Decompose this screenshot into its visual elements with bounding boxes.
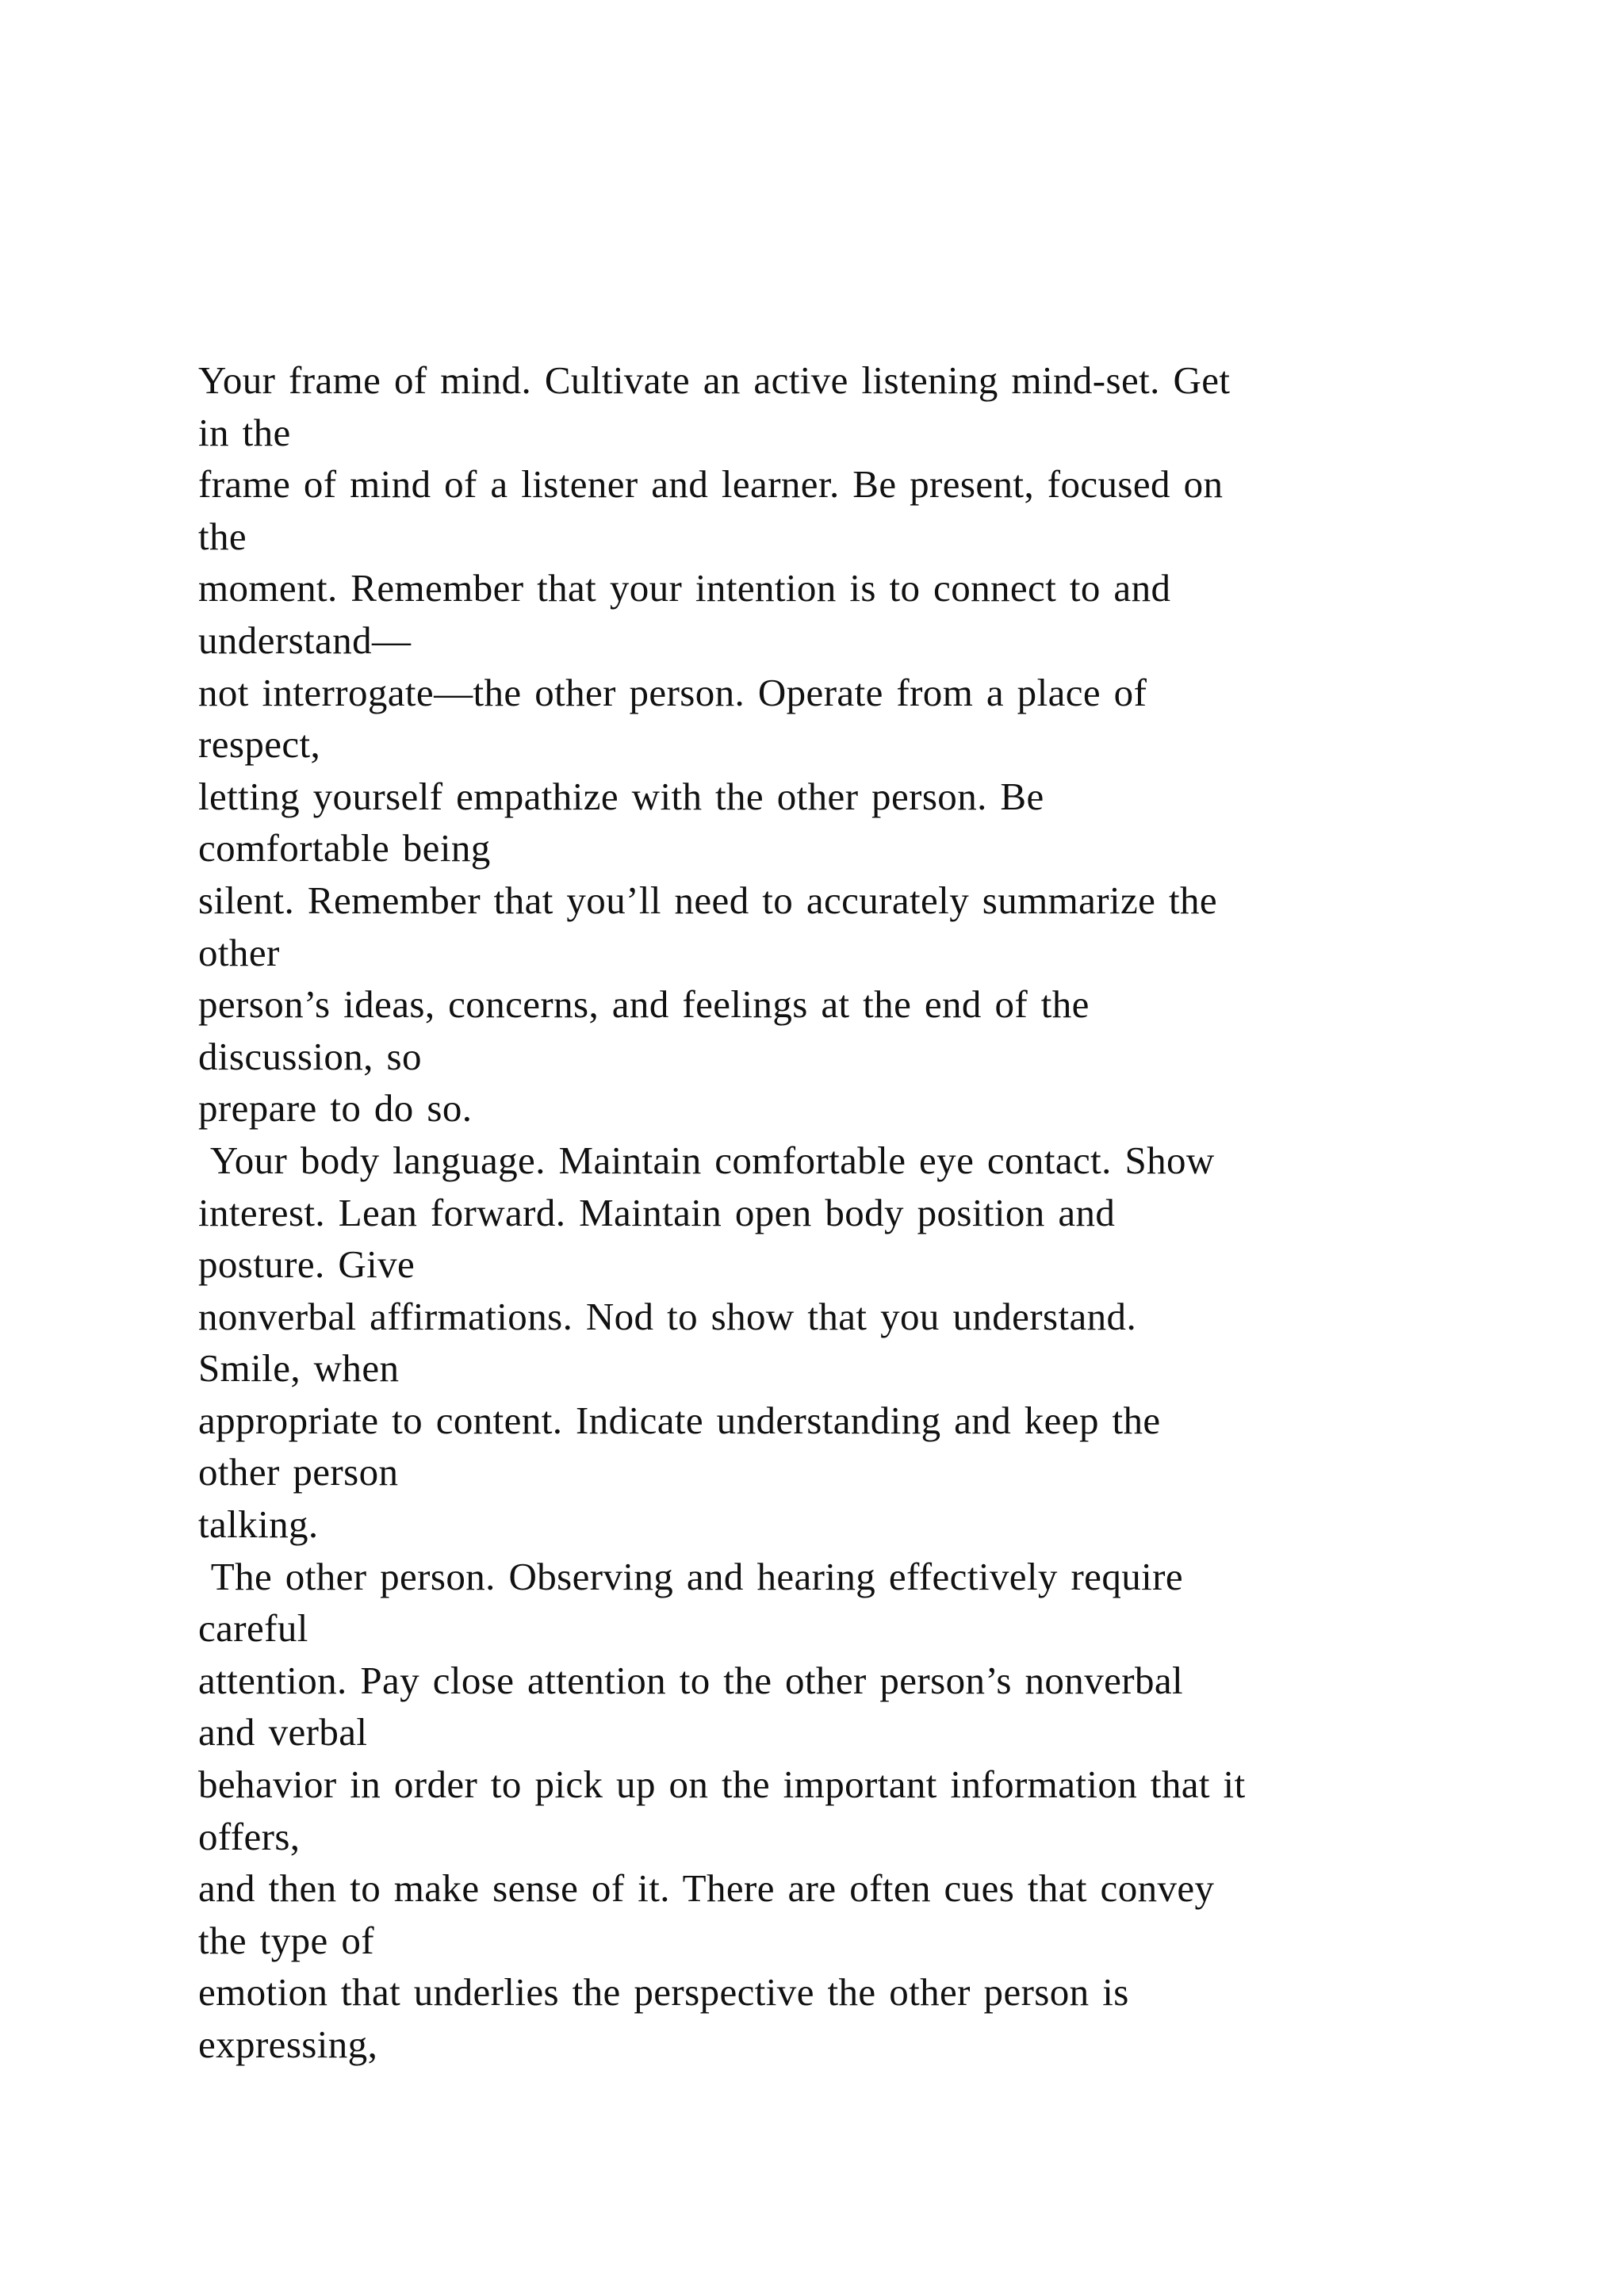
- text-line: person’s ideas, concerns, and feelings at the end of the: [198, 982, 1090, 1027]
- text-line: frame of mind of a listener and learner. Be present, focused on: [198, 462, 1224, 507]
- text-line: silent. Remember that you’ll need to accurately summarize the: [198, 878, 1218, 922]
- text-line: other person: [198, 1450, 399, 1494]
- text-line: the: [198, 514, 247, 558]
- text-line: careful: [198, 1606, 308, 1651]
- text-line: and verbal: [198, 1710, 368, 1755]
- text-line: Smile, when: [198, 1346, 400, 1391]
- text-line: The other person. Observing and hearing effectively require: [198, 1554, 1184, 1598]
- text-line: and then to make sense of it. There are often cues that convey: [198, 1866, 1215, 1911]
- text-line: not interrogate—the other person. Operate from a place of: [198, 670, 1147, 714]
- text-line: Your body language. Maintain comfortable eye contact. Show: [198, 1138, 1215, 1182]
- text-line: prepare to do so.: [198, 1086, 473, 1131]
- text-line: letting yourself empathize with the other person. Be: [198, 774, 1044, 818]
- text-line: discussion, so: [198, 1034, 422, 1078]
- text-line: the type of: [198, 1918, 374, 1962]
- text-line: nonverbal affirmations. Nod to show that you understand.: [198, 1294, 1137, 1338]
- text-line: comfortable being: [198, 826, 491, 871]
- text-line: Your frame of mind. Cultivate an active listening mind-set. Get: [198, 358, 1231, 402]
- text-line: emotion that underlies the perspective the other person is: [198, 1970, 1129, 2015]
- text-line: appropriate to content. Indicate understanding and keep the: [198, 1398, 1161, 1442]
- text-line: talking.: [198, 1502, 319, 1547]
- text-line: offers,: [198, 1814, 301, 1858]
- text-line: understand—: [198, 618, 412, 662]
- text-line: other: [198, 930, 280, 974]
- text-line: respect,: [198, 722, 321, 767]
- text-line: behavior in order to pick up on the important information that it: [198, 1762, 1246, 1807]
- text-line: posture. Give: [198, 1242, 416, 1287]
- body-text: [198, 354, 1507, 2071]
- text-line: moment. Remember that your intention is to connect to and: [198, 566, 1171, 610]
- text-line: expressing,: [198, 2022, 378, 2066]
- text-line: interest. Lean forward. Maintain open body position and: [198, 1190, 1116, 1234]
- text-line: in the: [198, 410, 291, 454]
- text-line: attention. Pay close attention to the other person’s nonverbal: [198, 1658, 1184, 1702]
